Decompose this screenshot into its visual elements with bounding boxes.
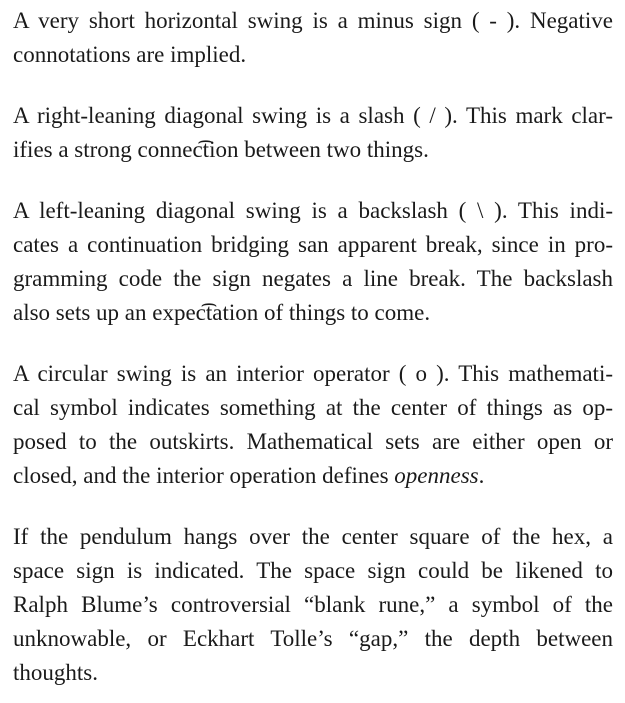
paragraph-minus-sign [13,4,613,72]
text-line: A left-leaning diagonal swing is a backslash ( \ ). This indi- [13,198,613,223]
text-line: posed to the outskirts. Mathematical sets are either open or [13,429,613,454]
text-line: A very short horizontal swing is a minus sign ( - ). Negative [13,8,613,33]
text-line: ifies a strong connec͡tion between two things. [13,137,429,162]
text-line: thoughts. [13,660,98,685]
paragraph-slash [13,99,613,167]
text-line: cal symbol indicates something at the center of things as op- [13,395,613,420]
text-line: closed, and the interior operation defines openness. [13,463,485,488]
text-line: gramming code the sign negates a line break. The backslash [13,266,613,291]
text-line: Ralph Blume’s controversial “blank rune,” a symbol of the [13,592,613,617]
text-line: unknowable, or Eckhart Tolle’s “gap,” the depth between [13,626,613,651]
paragraph-backslash [13,194,613,330]
paragraph-space-sign [13,520,613,690]
text-line: connotations are implied. [13,42,247,67]
text-line: space sign is indicated. The space sign could be likened to [13,558,613,583]
paragraph-interior-operator [13,357,613,493]
text-line: also sets up an expec͡tation of things to come. [13,300,431,325]
text-line: A right-leaning diagonal swing is a slash ( / ). This mark clar- [13,103,613,128]
text-line: A circular swing is an interior operator ( o ). This mathemati- [13,361,613,386]
text-line: cates a continuation bridging san apparent break, since in pro- [13,232,613,257]
text-line: If the pendulum hangs over the center square of the hex, a [13,524,613,549]
